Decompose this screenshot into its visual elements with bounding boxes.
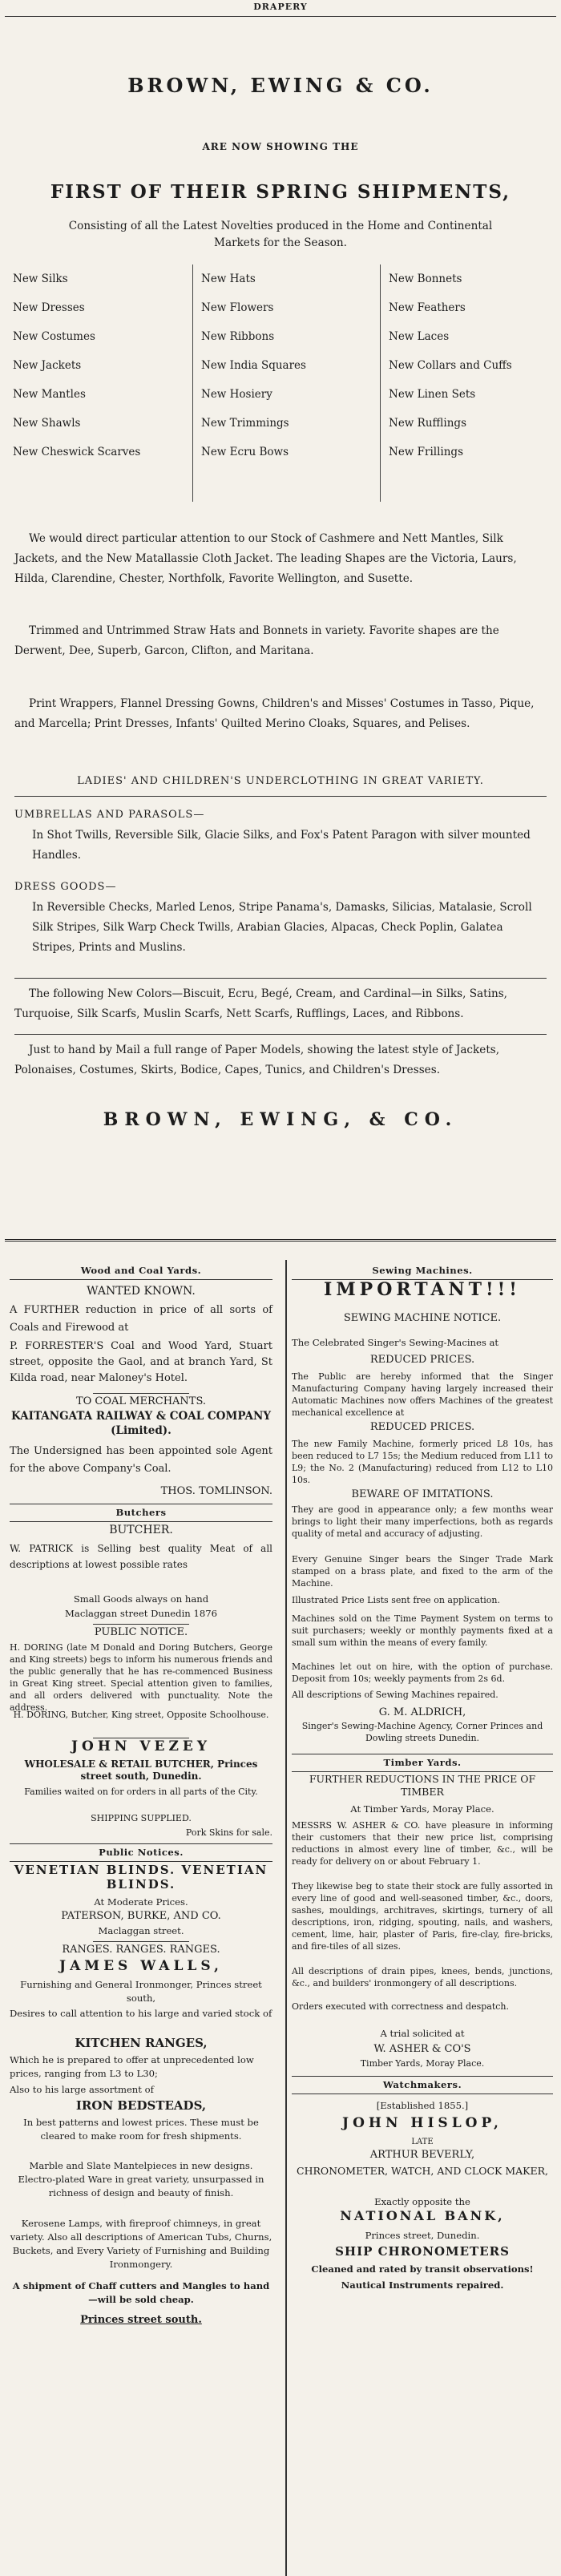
top-rule xyxy=(5,16,556,17)
hislop-name: JOHN HISLOP, xyxy=(342,2115,502,2131)
drain-pipes-text: All descriptions of drain pipes, knees, bends, junctions, &c., and builders' ironmongery of all descriptions. xyxy=(292,1966,553,1989)
orders-text: Orders executed with correctness and despatch. xyxy=(292,2001,510,2012)
aldrich-line: Singer's Sewing-Machine Agency, Corner Princes and Dowling streets Dunedin. xyxy=(301,1721,543,1743)
doring-ad: H. DORING (late M Donald and Doring Butchers, George and King streets) begs to inform his numerous friends and the public generally that he has re-commenced Business in Great King street. Special attention given to families, and all orders delivered with punctuality. Note the address. xyxy=(10,1642,272,1713)
intro-line: ARE NOW SHOWING THE xyxy=(202,141,359,152)
novelties-col-2 xyxy=(192,264,376,502)
left-column xyxy=(5,1260,277,2576)
paterson-name: PATERSON, BURKE, AND CO. xyxy=(61,1910,221,1922)
butchers-heading: Butchers xyxy=(115,1507,167,1518)
ship-chronometers: SHIP CHRONOMETERS xyxy=(335,2244,510,2259)
list-item: New Shawls xyxy=(13,417,81,430)
classifieds xyxy=(0,1260,561,2576)
late-text: LATE xyxy=(411,2138,434,2146)
rule xyxy=(14,796,547,797)
list-item: New Hosiery xyxy=(201,388,272,401)
paragraph-mantles: We would direct particular attention to our Stock of Cashmere and Nett Mantles, Silk Jackets, and the New Matallassie Cloth Jacket. The leading Shapes are the Victoria, Laurs, Hilda, Clarendine, Chester, Northfolk, Favorite Wellington, and Susette. xyxy=(14,532,517,585)
nautical-text: Nautical Instruments repaired. xyxy=(341,2279,504,2291)
national-bank: NATIONAL BANK, xyxy=(340,2208,505,2223)
shipment-text: A shipment of Chaff cutters and Mangles to hand—will be sold cheap. xyxy=(12,2280,270,2305)
list-item: New Silks xyxy=(13,273,68,285)
princes-street: Princes street, Dunedin. xyxy=(365,2230,480,2241)
list-item: New Bonnets xyxy=(389,273,462,285)
umbrellas-body: In Shot Twills, Reversible Silk, Glacie Silks, and Fox's Patent Paragon with silver mounted Handles. xyxy=(32,829,531,862)
marble-text: Marble and Slate Mantelpieces in new designs. Electro-plated Ware in great variety, unsurpassed in richness of design and beauty of finish. xyxy=(18,2160,264,2198)
paragraph-colors: The following New Colors—Biscuit, Ecru, Begé, Cream, and Cardinal—in Silks, Satins, Turquoise, Silk Scarfs, Muslin Scarfs, Nett Scarfs, Rufflings, Laces, and Ribbons. xyxy=(14,987,507,1020)
venetian-title: VENETIAN BLINDS. VENETIAN BLINDS. xyxy=(14,1863,268,1892)
brand-heading: BROWN, EWING & CO. xyxy=(127,74,434,97)
signature: BROWN, EWING, & CO. xyxy=(103,1109,458,1130)
walls-name: JAMES WALLS, xyxy=(59,1958,223,1974)
butcher-title: BUTCHER. xyxy=(109,1524,173,1536)
list-item: New Costumes xyxy=(13,330,95,343)
wood-coal-heading: Wood and Coal Yards. xyxy=(80,1265,202,1276)
tomlinson-sig: THOS. TOMLINSON. xyxy=(160,1485,272,1497)
repairs-text: All descriptions of Sewing Machines repaired. xyxy=(292,1690,498,1700)
also-text: Also to his large assortment of xyxy=(10,2084,154,2095)
underclothing-heading: LADIES' AND CHILDREN'S UNDERCLOTHING IN GREAT VARIETY. xyxy=(77,775,484,787)
sewing-heading: Sewing Machines. xyxy=(372,1265,473,1276)
hire-text: Machines let out on hire, with the option of purchase. Deposit from 10s; weekly payments from 2s 6d. xyxy=(292,1661,553,1684)
coal-merchants-title: TO COAL MERCHANTS. xyxy=(75,1395,207,1407)
genuine-text: Every Genuine Singer bears the Singer Trade Mark stamped on a brass plate, and fixed to the arm of the Machine. xyxy=(292,1554,553,1589)
paragraph-paper-models: Just to hand by Mail a full range of Paper Models, showing the latest style of Jackets, Polonaises, Costumes, Skirts, Bodice, Capes, Tunics, and Children's Dresses. xyxy=(14,1044,500,1076)
moderate-prices: At Moderate Prices. xyxy=(94,1896,188,1908)
list-item: New Linen Sets xyxy=(389,388,476,401)
sewing-notice: SEWING MACHINE NOTICE. xyxy=(343,1312,502,1324)
trial-text: A trial solicited at xyxy=(380,2028,465,2039)
important-title: IMPORTANT!!! xyxy=(324,1279,521,1300)
list-item: New Ecru Bows xyxy=(201,446,289,458)
reduced-prices-1: REDUCED PRICES. xyxy=(369,1354,475,1366)
beware-body: They are good in appearance only; a few months wear brings to light their many imperfections, both as regards quality of metal and accuracy of adjusting. xyxy=(292,1504,553,1539)
list-item: New Jackets xyxy=(13,359,82,372)
pork-skins: Pork Skins for sale. xyxy=(185,1827,272,1838)
wanted-known-body: A FURTHER reduction in price of all sorts of Coals and Firewood at xyxy=(10,1304,272,1334)
list-item: New Dresses xyxy=(13,301,85,314)
established-text: [Established 1855.] xyxy=(376,2100,469,2111)
novelties-col-3 xyxy=(380,264,557,502)
paragraph-hats: Trimmed and Untrimmed Straw Hats and Bonnets in variety. Favorite shapes are the Derwent, Dee, Superb, Garcon, Clifton, and Maritana. xyxy=(14,624,499,657)
right-column xyxy=(285,1260,558,2576)
main-headline: FIRST OF THEIR SPRING SHIPMENTS, xyxy=(50,181,511,203)
appointed-text: The Undersigned has been appointed sole Agent for the above Company's Coal. xyxy=(10,1445,272,1475)
novelties-columns xyxy=(13,264,548,502)
at-timber-yards: At Timber Yards, Moray Place. xyxy=(350,1803,494,1815)
vezey-line: WHOLESALE & RETAIL BUTCHER, Princes street south, Dunedin. xyxy=(24,1758,258,1782)
patrick-address: Maclaggan street Dunedin 1876 xyxy=(65,1608,217,1619)
iron-body: In best patterns and lowest prices. These must be cleared to make room for fresh shipments. xyxy=(23,2117,259,2142)
list-item: New Trimmings xyxy=(201,417,289,430)
cleaned-text: Cleaned and rated by transit observations! xyxy=(311,2263,534,2275)
time-payment-text: Machines sold on the Time Payment System on terms to suit purchasers; weekly or monthly payments fixed at a small sum within the means of every family. xyxy=(292,1613,553,1648)
list-item: New Hats xyxy=(201,273,256,285)
beverly-name: ARTHUR BEVERLY, xyxy=(369,2149,475,2161)
asher-ad: MESSRS W. ASHER & CO. have pleasure in informing their customers that their new price list, comprising reductions in almost every line of timber, &c., will be ready for delivery on or about February 1. xyxy=(292,1820,553,1867)
shipping-supplied: SHIPPING SUPPLIED. xyxy=(91,1813,192,1823)
section-label: DRAPERY xyxy=(253,2,308,12)
asher-address: Timber Yards, Moray Place. xyxy=(360,2058,485,2069)
subline: Consisting of all the Latest Novelties produced in the Home and Continental Markets for the Season. xyxy=(68,220,493,249)
kitchen-body: Which he is prepared to offer at unprecedented low prices, ranging from L3 to L30; xyxy=(10,2054,254,2079)
patrick-ad: W. PATRICK is Selling best quality Meat of all descriptions at lowest possible rates xyxy=(10,1543,272,1570)
list-item: New Collars and Cuffs xyxy=(389,359,512,372)
further-reductions: FURTHER REDUCTIONS IN THE PRICE OF TIMBER xyxy=(309,1773,536,1798)
asher-signature: W. ASHER & CO'S xyxy=(373,2043,471,2055)
public-notice-title: PUBLIC NOTICE. xyxy=(94,1626,188,1638)
timber-heading: Timber Yards. xyxy=(383,1757,462,1768)
list-item: New Mantles xyxy=(13,388,86,401)
kerosene-text: Kerosene Lamps, with fireproof chimneys, in great variety. Also all descriptions of American Tubs, Churns, Buckets, and Every Variety of Furnishing and Building Ironmongery. xyxy=(10,2218,272,2270)
celebrated-text: The Celebrated Singer's Sewing-Macines at xyxy=(292,1337,499,1348)
reduced-prices-2: REDUCED PRICES. xyxy=(369,1421,475,1433)
list-item: New Feathers xyxy=(389,301,466,314)
paragraph-prints: Print Wrappers, Flannel Dressing Gowns, Children's and Misses' Costumes in Tasso, Pique, and Marcella; Print Dresses, Infants' Quilted Merino Cloaks, Squares, and Pelises. xyxy=(14,697,535,730)
list-item: New India Squares xyxy=(201,359,306,372)
kitchen-ranges: KITCHEN RANGES, xyxy=(75,2036,208,2050)
rule xyxy=(14,978,547,979)
public-notices-heading: Public Notices. xyxy=(99,1847,184,1858)
wanted-known-title: WANTED KNOWN. xyxy=(87,1285,196,1298)
walls-line: Furnishing and General Ironmonger, Princes street south, xyxy=(20,1979,262,2004)
small-goods: Small Goods always on hand xyxy=(73,1593,209,1605)
walls-address: Princes street south. xyxy=(80,2314,202,2326)
list-item: New Flowers xyxy=(201,301,274,314)
forrester-ad: P. FORRESTER'S Coal and Wood Yard, Stuart street, opposite the Gaol, and at branch Yard, St Kilda road, near Maloney's Hotel. xyxy=(10,1340,272,1384)
exactly-text: Exactly opposite the xyxy=(374,2196,470,2207)
iron-bedsteads: IRON BEDSTEADS, xyxy=(75,2098,207,2113)
list-item: New Frillings xyxy=(389,446,464,458)
maclaggan-street: Maclaggan street. xyxy=(98,1925,184,1936)
vezey-name: JOHN VEZEY xyxy=(71,1738,212,1754)
doring-sig: H. DORING, Butcher, King street, Opposite Schoolhouse. xyxy=(13,1710,269,1720)
watchmakers-heading: Watchmakers. xyxy=(382,2079,462,2090)
beware-title: BEWARE OF IMITATIONS. xyxy=(351,1488,494,1500)
kaitangata-title: KAITANGATA RAILWAY & COAL COMPANY (Limited). xyxy=(11,1410,271,1437)
aldrich-name: G. M. ALDRICH, xyxy=(378,1706,466,1718)
umbrellas-heading: UMBRELLAS AND PARASOLS— xyxy=(14,809,205,821)
chronometer-line: CHRONOMETER, WATCH, AND CLOCK MAKER, xyxy=(297,2165,548,2177)
vezey-body: Families waited on for orders in all parts of the City. xyxy=(24,1787,258,1797)
dress-goods-heading: DRESS GOODS— xyxy=(14,881,117,893)
ranges-title: RANGES. RANGES. RANGES. xyxy=(62,1944,220,1956)
dress-goods-body: In Reversible Checks, Marled Lenos, Stripe Panama's, Damasks, Silicias, Matalasie, Scroll Silk Stripes, Silk Warp Check Twills, Arabian Glacies, Alpacas, Check Poplin, Galatea Stripes, Prints and Muslins. xyxy=(32,901,532,954)
walls-body: Desires to call attention to his large and varied stock of xyxy=(10,2008,272,2019)
informed-text: The Public are hereby informed that the Singer Manufacturing Company having largely increased their Automatic Machines now offers Machines of the greatest mechanical excellence at xyxy=(292,1371,553,1418)
family-machine-text: The new Family Machine, formerly priced L8 10s, has been reduced to L7 15s; the Medium reduced from L11 to L9; the No. 2 (Manufacturing) reduced from L12 to L10 10s. xyxy=(292,1439,553,1485)
illustrated-text: Illustrated Price Lists sent free on application. xyxy=(292,1595,500,1605)
list-item: New Cheswick Scarves xyxy=(13,446,141,458)
novelties-col-1 xyxy=(13,264,189,502)
section-divider xyxy=(5,1239,556,1242)
list-item: New Ribbons xyxy=(201,330,275,343)
stock-text: They likewise beg to state their stock are fully assorted in every line of good and well-seasoned timber, &c., doors, sashes, mouldings, architraves, skirtings, turnery of all descriptions, iron, ridging, spouting, nails, and washers, cement, lime, hair, plaster of Paris, fire-clay, fire-bricks, and fire-tiles of all sizes. xyxy=(292,1881,553,1952)
rule xyxy=(14,1034,547,1035)
list-item: New Rufflings xyxy=(389,417,466,430)
list-item: New Laces xyxy=(389,330,450,343)
